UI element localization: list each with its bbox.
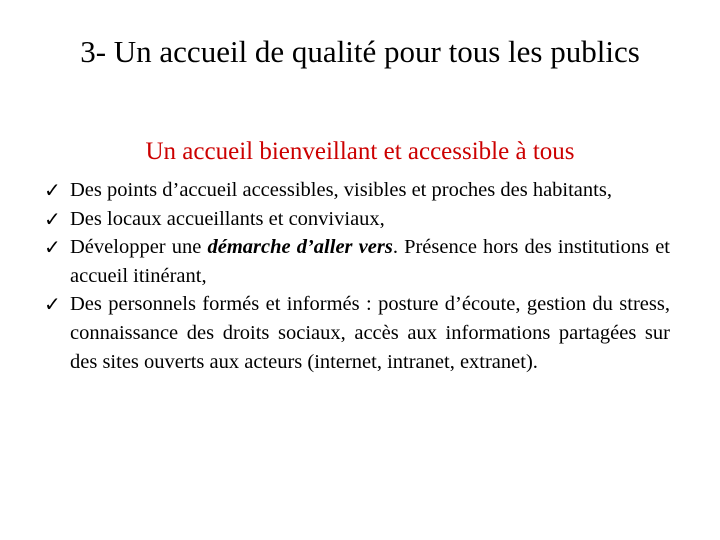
bullet-item-aller-vers	[44, 233, 670, 290]
bullet-text-after: . Présence hors des institutions et accueil itinérant,	[70, 236, 670, 287]
bullet-list	[44, 176, 670, 376]
checkmark-icon: ✓	[44, 178, 61, 202]
checkmark-icon: ✓	[44, 292, 61, 317]
bullet-text: Des personnels formés et informés : posture d’écoute, gestion du stress, connaissance des droits sociaux, accès aux informations partagées sur des sites ouverts aux acteurs (internet, intranet, extranet).	[70, 293, 670, 373]
checkmark-icon: ✓	[44, 235, 61, 260]
bullet-item-points-accueil	[44, 176, 670, 205]
bullet-text: Des locaux accueillants et conviviaux,	[70, 207, 385, 230]
bullet-item-locaux	[44, 205, 670, 234]
bullet-item-personnels	[44, 290, 670, 376]
slide-subtitle: Un accueil bienveillant et accessible à tous	[145, 138, 575, 165]
slide-title: 3- Un accueil de qualité pour tous les publics	[80, 34, 640, 69]
bullet-emphasis: démarche d’aller vers	[207, 236, 393, 259]
bullet-text: Des points d’accueil accessibles, visibles et proches des habitants,	[70, 179, 612, 201]
bullet-text-before: Développer une	[70, 236, 208, 259]
checkmark-icon: ✓	[44, 206, 61, 231]
